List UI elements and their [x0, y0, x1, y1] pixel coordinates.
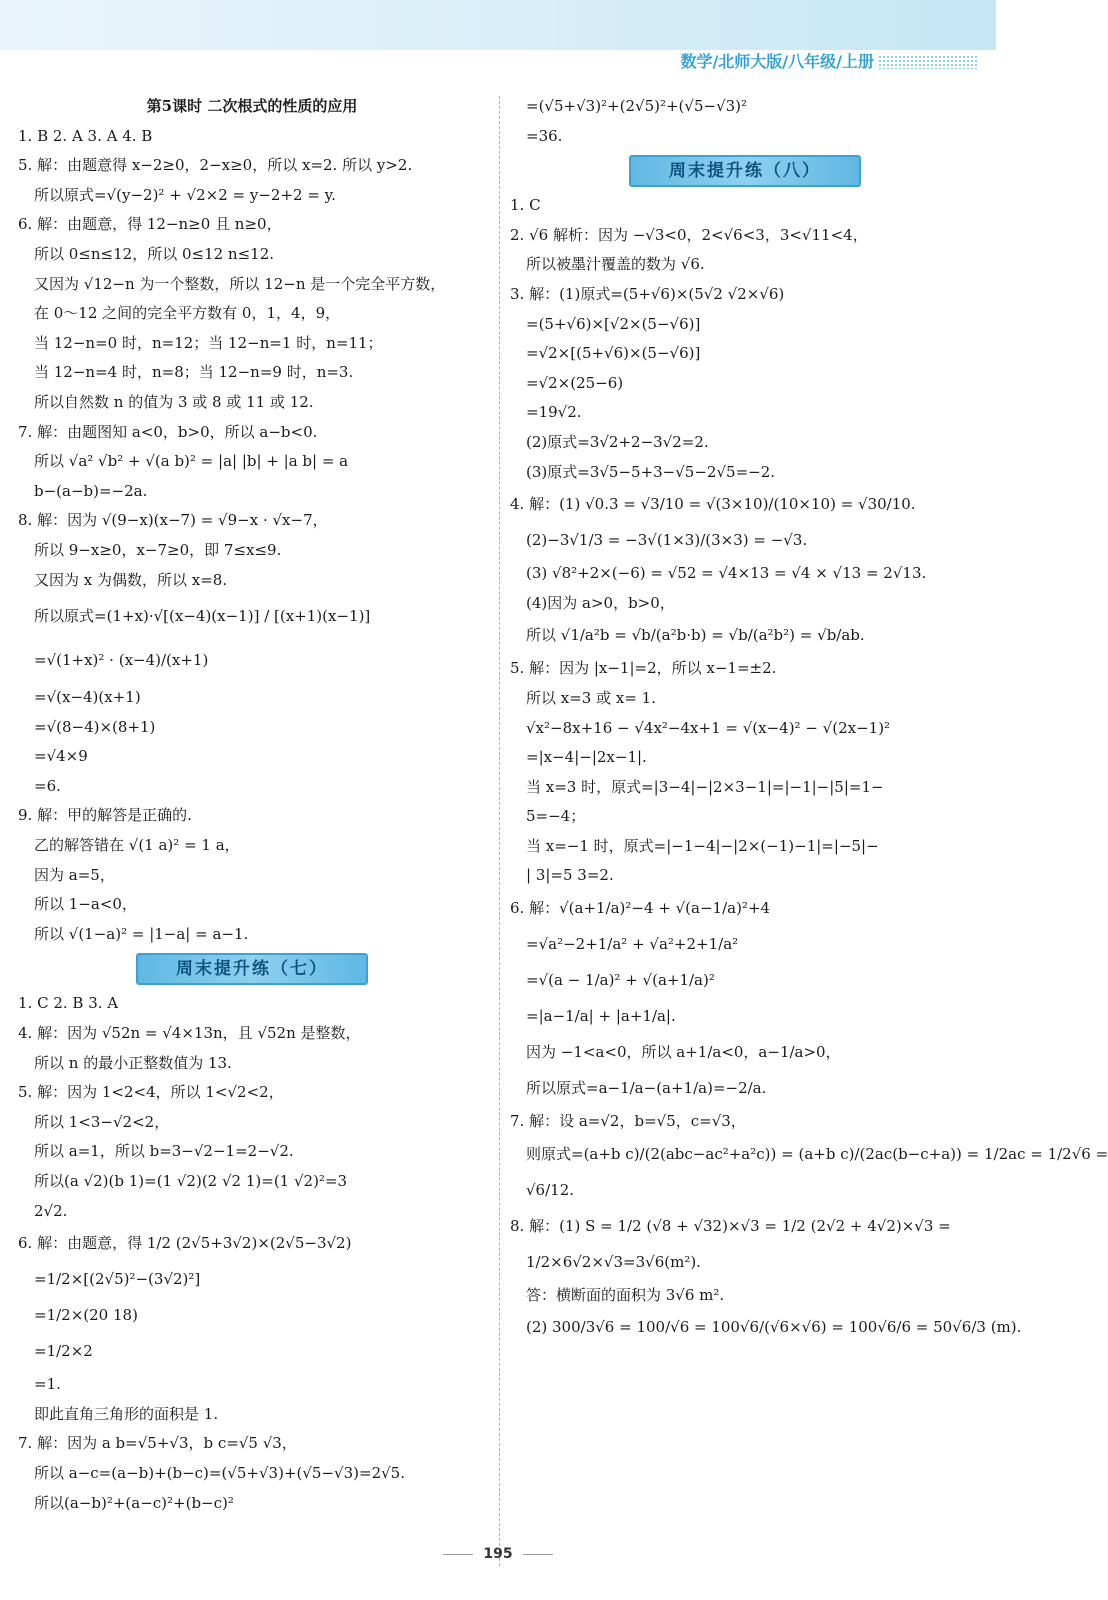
answer-line: 当 12−n=4 时，n=8；当 12−n=9 时，n=3. [34, 363, 354, 382]
section-banner [18, 953, 486, 983]
answer-line: =6. [34, 776, 61, 795]
answer-line: 7. 解：设 a=√2，b=√5，c=√3， [510, 1112, 746, 1131]
answer-line: 所以 0≤n≤12，所以 0≤12 n≤12. [34, 244, 275, 263]
answer-line: 9. 解：甲的解答是正确的. [18, 806, 192, 825]
answer-line: =(√5+√3)²+(2√5)²+(√5−√3)² [526, 97, 748, 115]
answer-line: 4. 解：(1) √0.3 = √3/10 = √(3×10)/(10×10) = √30/10. [510, 495, 916, 514]
answer-line: 7. 解：因为 a b=√5+√3，b c=√5 √3， [18, 1434, 297, 1453]
answer-line: 所以 n 的最小正整数值为 13. [34, 1053, 232, 1072]
answer-line: =1/2×(20 18) [34, 1306, 138, 1325]
answer-line: (2)−3√1/3 = −3√(1×3)/(3×3) = −√3. [526, 531, 808, 550]
answer-line: 5. 解：由题意得 x−2≥0，2−x≥0，所以 x=2. 所以 y>2. [18, 156, 413, 175]
answer-line: =√4×9 [34, 747, 88, 766]
answer-line: (4)因为 a>0，b>0， [526, 593, 675, 612]
answer-line: =√(1+x)² · (x−4)/(x+1) [34, 651, 209, 670]
answer-line: 5. 解：因为 1<2<4，所以 1<√2<2， [18, 1083, 284, 1102]
answer-line: 4. 解：因为 √52n = √4×13n，且 √52n 是整数， [18, 1024, 361, 1043]
answer-line: 答：横断面的面积为 3√6 m². [526, 1285, 725, 1304]
answer-line: 所以自然数 n 的值为 3 或 8 或 11 或 12. [34, 392, 314, 411]
answer-line: (3) √8²+2×(−6) = √52 = √4×13 = √4 × √13 = 2√13. [526, 564, 927, 583]
answer-line: 所以 √(1−a)² = |1−a| = a−1. [34, 924, 249, 943]
answer-line: =√2×[(5+√6)×(5−√6)] [526, 344, 701, 363]
header-band [0, 0, 996, 50]
section-banner-label: 周末提升练（八） [629, 155, 861, 187]
answer-line: 因为 −1<a<0，所以 a+1/a<0，a−1/a>0， [526, 1043, 841, 1062]
answer-line: 6. 解：由题意，得 1/2 (2√5+3√2)×(2√5−3√2) [18, 1234, 352, 1253]
answer-line: =(5+√6)×[√2×(5−√6)] [526, 314, 701, 333]
answer-line: =√a²−2+1/a² + √a²+2+1/a² [526, 935, 739, 954]
answer-line: (2) 300/3√6 = 100/√6 = 100√6/(√6×√6) = 100√6/6 = 50√6/3 (m). [526, 1318, 1022, 1337]
answer-line: 所以原式=a−1/a−(a+1/a)=−2/a. [526, 1079, 767, 1098]
answer-line: 7. 解：由题图知 a<0，b>0，所以 a−b<0. [18, 422, 318, 441]
answer-line: =36. [526, 126, 563, 145]
answer-line: =√2×(25−6) [526, 373, 624, 392]
answer-line: 所以 a−c=(a−b)+(b−c)=(√5+√3)+(√5−√3)=2√5. [34, 1463, 405, 1482]
answer-line: 5. 解：因为 |x−1|=2，所以 x−1=±2. [510, 659, 777, 678]
answer-line: 所以原式=(1+x)·√[(x−4)(x−1)] / [(x+1)(x−1)] [34, 607, 371, 626]
answer-line: 5=−4； [526, 807, 586, 826]
answer-line: 8. 解：因为 √(9−x)(x−7) = √9−x · √x−7， [18, 511, 328, 530]
answer-line: √6/12. [526, 1180, 575, 1199]
answer-line: =√(a − 1/a)² + √(a+1/a)² [526, 971, 715, 990]
column-divider [499, 96, 500, 1566]
answer-line: | 3|=5 3=2. [526, 866, 614, 885]
answer-line: =19√2. [526, 403, 582, 422]
answer-line: 当 12−n=0 时，n=12；当 12−n=1 时，n=11； [34, 333, 383, 352]
answer-line: 所以 1<3−√2<2， [34, 1112, 170, 1131]
answer-line: 所以 9−x≥0，x−7≥0，即 7≤x≤9. [34, 540, 282, 559]
answer-line: (3)原式=3√5−5+3−√5−2√5=−2. [526, 462, 776, 481]
answer-line: 1. C [510, 196, 541, 215]
left-column [18, 96, 486, 1522]
answer-line: 2. √6 解析：因为 −√3<0，2<√6<3，3<√11<4， [510, 225, 868, 244]
answer-line: =|a−1/a| + |a+1/a|. [526, 1007, 676, 1026]
right-column [510, 96, 1108, 1350]
section-banner-label: 周末提升练（七） [136, 953, 368, 985]
answer-line: 乙的解答错在 √(1 a)² = 1 a， [34, 836, 240, 855]
answer-line: =√(8−4)×(8+1) [34, 717, 156, 736]
answer-line: =1/2×[(2√5)²−(3√2)²] [34, 1270, 201, 1289]
answer-line: 所以 x=3 或 x= 1. [526, 688, 656, 707]
answer-line: 6. 解：√(a+1/a)²−4 + √(a−1/a)²+4 [510, 899, 771, 918]
answer-line: 所以 1−a<0， [34, 895, 137, 914]
answer-line: 1. B 2. A 3. A 4. B [18, 126, 153, 145]
answer-line: 1. C 2. B 3. A [18, 994, 119, 1013]
header-dot-pattern [878, 55, 978, 69]
lesson-title: 第5课时 二次根式的性质的应用 [146, 97, 358, 115]
answer-line: 所以(a √2)(b 1)=(1 √2)(2 √2 1)=(1 √2)²=3 [34, 1172, 348, 1190]
page-number: 195 [0, 1546, 996, 1562]
answer-line: 所以被墨汁覆盖的数为 √6. [526, 255, 705, 274]
answer-line: 所以 a=1，所以 b=3−√2−1=2−√2. [34, 1142, 294, 1161]
section-banner [510, 155, 980, 185]
answer-line: 在 0～12 之间的完全平方数有 0，1，4，9， [34, 304, 341, 323]
answer-line: 又因为 x 为偶数，所以 x=8. [34, 570, 228, 589]
answer-line: 当 x=−1 时，原式=|−1−4|−|2×(−1)−1|=|−5|− [526, 836, 879, 855]
answer-line: =|x−4|−|2x−1|. [526, 748, 647, 767]
answer-line: 6. 解：由题意，得 12−n≥0 且 n≥0， [18, 215, 282, 234]
answer-line: √x²−8x+16 − √4x²−4x+1 = √(x−4)² − √(2x−1)² [526, 718, 891, 737]
answer-line: 因为 a=5， [34, 865, 115, 884]
answer-line: =1. [34, 1375, 61, 1394]
answer-line: =√(x−4)(x+1) [34, 688, 141, 707]
answer-line: b−(a−b)=−2a. [34, 481, 148, 500]
answer-line: 所以 √1/a²b = √b/(a²b·b) = √b/(a²b²) = √b/ab. [526, 626, 865, 645]
answer-line: 当 x=3 时，原式=|3−4|−|2×3−1|=|−1|−|5|=1− [526, 777, 884, 796]
answer-line: 2√2. [34, 1201, 68, 1220]
answer-line: 3. 解：(1)原式=(5+√6)×(5√2 √2×√6) [510, 284, 785, 303]
answer-line: 1/2×6√2×√3=3√6(m²). [526, 1252, 701, 1271]
subject-label: 数学/北师大版/八年级/上册 [680, 52, 874, 71]
answer-line: 又因为 √12−n 为一个整数，所以 12−n 是一个完全平方数， [34, 274, 446, 293]
answer-line: 即此直角三角形的面积是 1. [34, 1404, 219, 1423]
answer-line: 所以 √a² √b² + √(a b)² = |a| |b| + |a b| = a [34, 452, 349, 471]
answer-line: 所以原式=√(y−2)² + √2×2 = y−2+2 = y. [34, 185, 336, 204]
answer-line: 则原式=(a+b c)/(2(abc−ac²+a²c)) = (a+b c)/(2ac(b−c+a)) = 1/2ac = 1/2√6 = [526, 1144, 1108, 1163]
answer-line: (2)原式=3√2+2−3√2=2. [526, 432, 709, 451]
answer-line: 所以(a−b)²+(a−c)²+(b−c)² [34, 1493, 234, 1512]
answer-line: 8. 解：(1) S = 1/2 (√8 + √32)×√3 = 1/2 (2√2 + 4√2)×√3 = [510, 1216, 951, 1235]
answer-line: =1/2×2 [34, 1342, 93, 1361]
